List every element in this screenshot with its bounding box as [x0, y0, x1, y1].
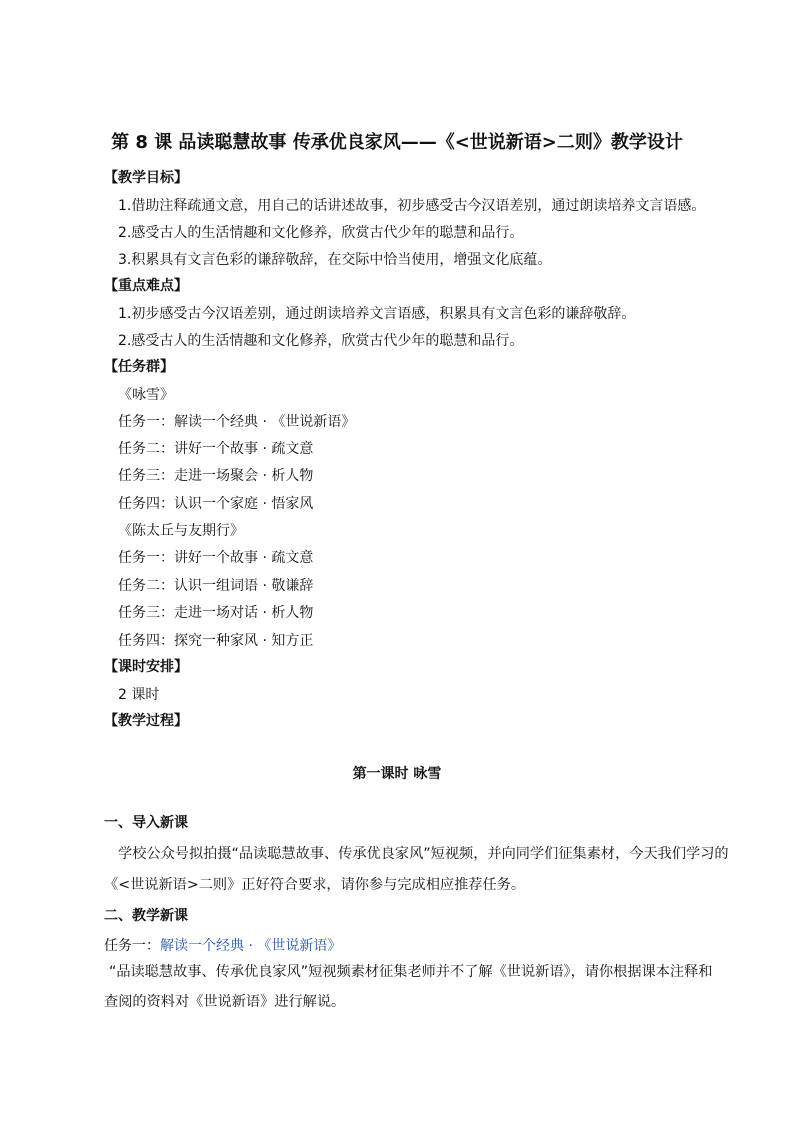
task-group-title-1: 《咏雪》 — [118, 387, 174, 403]
task-line: 任务四：探究一种家风 · 知方正 — [118, 633, 314, 649]
schedule-text: 2 课时 — [118, 687, 160, 703]
intro-paragraph-line-2: 《<世说新语>二则》正好符合要求，请你参与完成相应推荐任务。 — [104, 877, 526, 893]
task-one-paragraph-line-1: “品读聪慧故事、传承优良家风”短视频素材征集老师并不了解《世说新语》，请你根据课本注释和 — [109, 964, 713, 980]
intro-paragraph-line-1: 学校公众号拟拍摄“品读聪慧故事、传承优良家风”短视频，并向同学们征集素材，今天我们学习的 — [118, 846, 729, 862]
section-new-lesson-title: 二、教学新课 — [104, 908, 188, 924]
schedule-heading: 【课时安排】 — [104, 659, 188, 675]
tasks-heading: 【任务群】 — [104, 359, 174, 375]
task-one-text: 解读一个经典 · 《世说新语》 — [160, 938, 342, 954]
goal-item-3: 3.积累具有文言色彩的谦辞敬辞，在交际中恰当使用，增强文化底蕴。 — [118, 252, 552, 268]
process-heading: 【教学过程】 — [104, 713, 188, 729]
task-one-label: 任务一： — [104, 938, 160, 954]
task-line: 任务一：解读一个经典 · 《世说新语》 — [118, 414, 356, 430]
task-line: 任务四：认识一个家庭 · 悟家风 — [118, 496, 314, 512]
task-line: 任务三：走进一场聚会 · 析人物 — [118, 468, 314, 484]
goal-item-2: 2.感受古人的生活情趣和文化修养，欣赏古代少年的聪慧和品行。 — [118, 225, 524, 241]
lesson-title: 第一课时 咏雪 — [352, 766, 442, 782]
goal-item-1: 1.借助注释疏通文意，用自己的话讲述故事，初步感受古今汉语差别，通过朗读培养文言语感。 — [118, 198, 706, 214]
section-intro-title: 一、导入新课 — [104, 815, 188, 831]
task-line: 任务三：走进一场对话 · 析人物 — [118, 605, 314, 621]
task-line: 任务一：讲好一个故事 · 疏文意 — [118, 550, 314, 566]
key-point-item-1: 1.初步感受古今汉语差别，通过朗读培养文言语感，积累具有文言色彩的谦辞敬辞。 — [118, 306, 636, 322]
task-group-title-2: 《陈太丘与友期行》 — [118, 523, 244, 539]
key-point-item-2: 2.感受古人的生活情趣和文化修养，欣赏古代少年的聪慧和品行。 — [118, 333, 524, 349]
task-line: 任务二：讲好一个故事 · 疏文意 — [118, 441, 314, 457]
task-one-paragraph-line-2: 查阅的资料对《世说新语》进行解说。 — [104, 994, 346, 1010]
document-title: 第 8 课 品读聪慧故事 传承优良家风——《<世说新语>二则》教学设计 — [111, 132, 683, 153]
key-points-heading: 【重点难点】 — [104, 278, 188, 294]
goals-heading: 【教学目标】 — [104, 170, 188, 186]
task-line: 任务二：认识一组词语 · 敬谦辞 — [118, 578, 314, 594]
task-one-line — [104, 936, 341, 956]
